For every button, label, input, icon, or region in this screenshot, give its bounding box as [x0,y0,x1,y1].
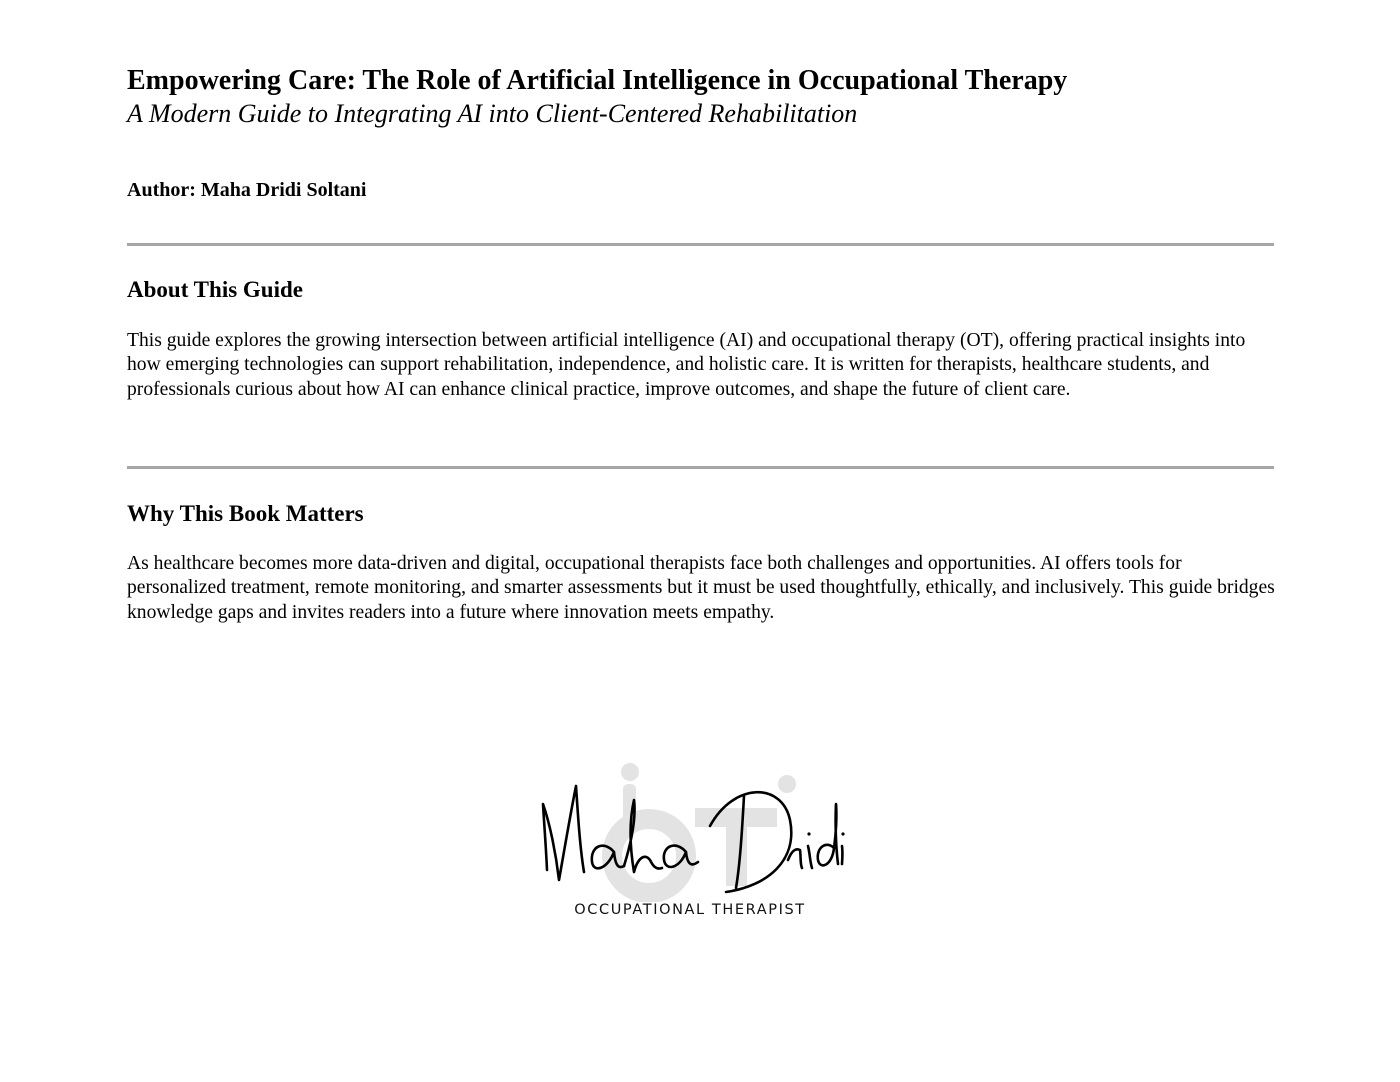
document-title: Empowering Care: The Role of Artificial Intelligence in Occupational Therapy [127,65,1068,96]
author-line: Author: Maha Dridi Soltani [127,179,367,201]
author-logo [520,752,880,932]
section-heading-why: Why This Book Matters [127,501,364,526]
wheelchair-ot-watermark-icon [612,763,796,893]
signature-icon [543,786,845,892]
section-heading-about: About This Guide [127,277,303,302]
section-body-why: As healthcare becomes more data-driven and digital, occupational therapists face both challenges and opportunities. AI offers tools for personalized treatment, remote monitoring, and smarter assessments but it must be used thoughtfully, ethically, and inclusively. This guide bridges knowledge gaps and invites readers into a future where innovation meets empathy. [127,553,1275,623]
signature-logo-graphic [520,752,860,902]
logo-caption: OCCUPATIONAL THERAPIST [574,902,806,918]
section-divider [127,466,1274,469]
section-body-about: This guide explores the growing intersection between artificial intelligence (AI) and occupational therapy (OT), offering practical insights into how emerging technologies can support rehabilitation, independence, and holistic care. It is written for therapists, healthcare students, and professionals curious about how AI can enhance clinical practice, improve outcomes, and shape the future of client care. [127,330,1246,400]
document-subtitle: A Modern Guide to Integrating AI into Client-Centered Rehabilitation [127,99,858,128]
section-divider [127,243,1274,246]
